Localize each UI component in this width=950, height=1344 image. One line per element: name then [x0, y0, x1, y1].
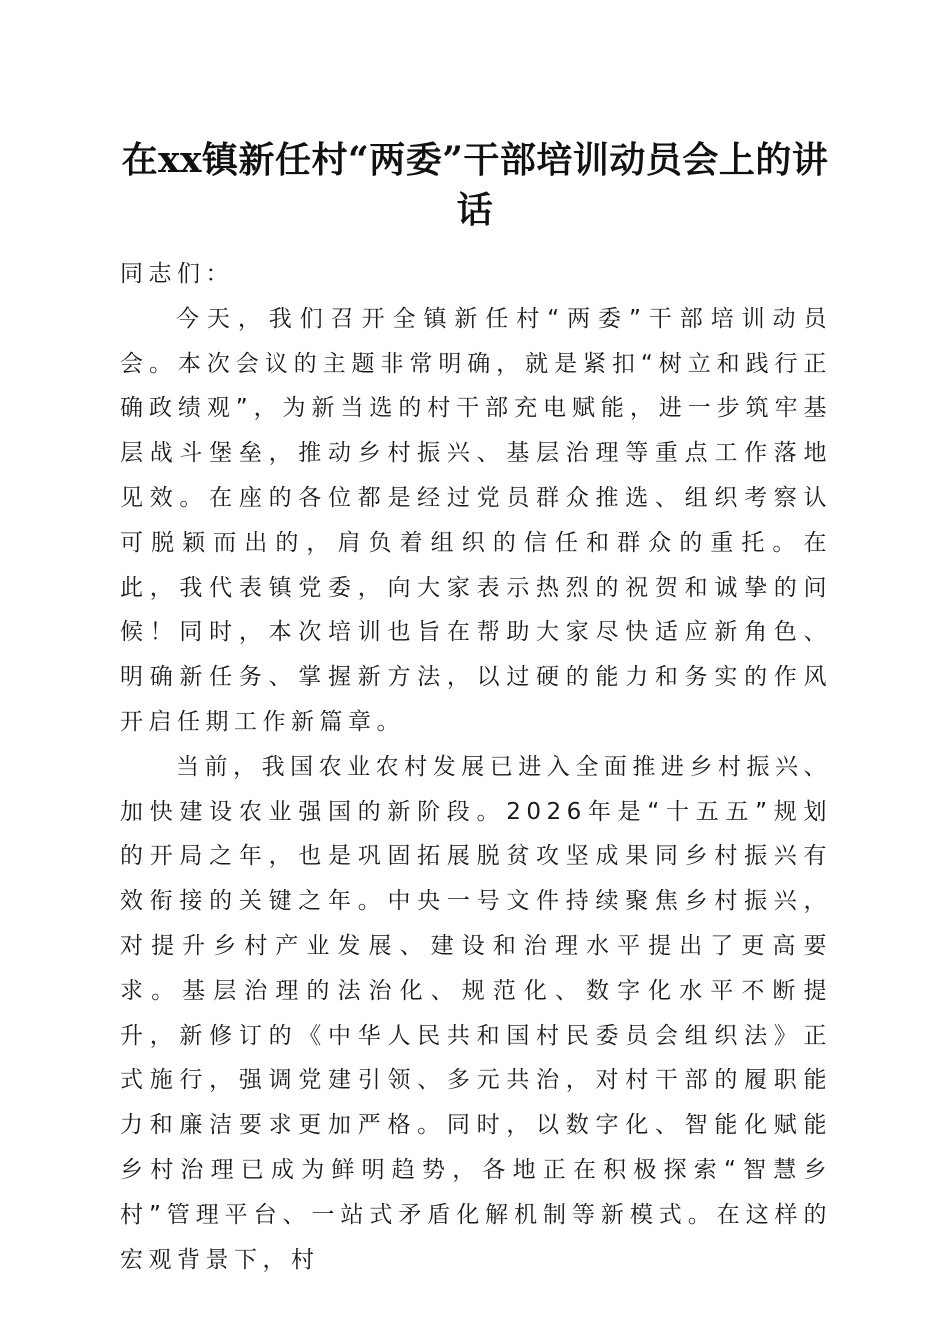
- salutation: 同志们：: [120, 261, 234, 287]
- paragraph-1: 今天，我们召开全镇新任村“两委”干部培训动员会。本次会议的主题非常明确，就是紧扣“树立和践行正确政绩观”，为新当选的村干部充电赋能，进一步筑牢基层战斗堡垒，推动乡村振兴、基层治理等重点工作落地见效。在座的各位都是经过党员群众推选、组织考察认可脱颖而出的，肩负着组织的信任和群众的重托。在此，我代表镇党委，向大家表示热烈的祝贺和诚挚的问候！同时，本次培训也旨在帮助大家尽快适应新角色、明确新任务、掌握新方法，以过硬的能力和务实的作风开启任期工作新篇章。: [120, 305, 832, 735]
- document-title: 在xx镇新任村“两委”干部培训动员会上的讲话: [121, 139, 829, 231]
- paragraph-2: 当前，我国农业农村发展已进入全面推进乡村振兴、加快建设农业强国的新阶段。2026年是“十五五”规划的开局之年，也是巩固拓展脱贫攻坚成果同乡村振兴有效衔接的关键之年。中央一号文件持续聚焦乡村振兴，对提升乡村产业发展、建设和治理水平提出了更高要求。基层治理的法治化、规范化、数字化水平不断提升，新修订的《中华人民共和国村民委员会组织法》正式施行，强调党建引领、多元共治，对村干部的履职能力和廉洁要求更加严格。同时，以数字化、智能化赋能乡村治理已成为鲜明趋势，各地正在积极探索“智慧乡村”管理平台、一站式矛盾化解机制等新模式。在这样的宏观背景下，村: [120, 753, 832, 1273]
- document-body: [120, 252, 832, 1282]
